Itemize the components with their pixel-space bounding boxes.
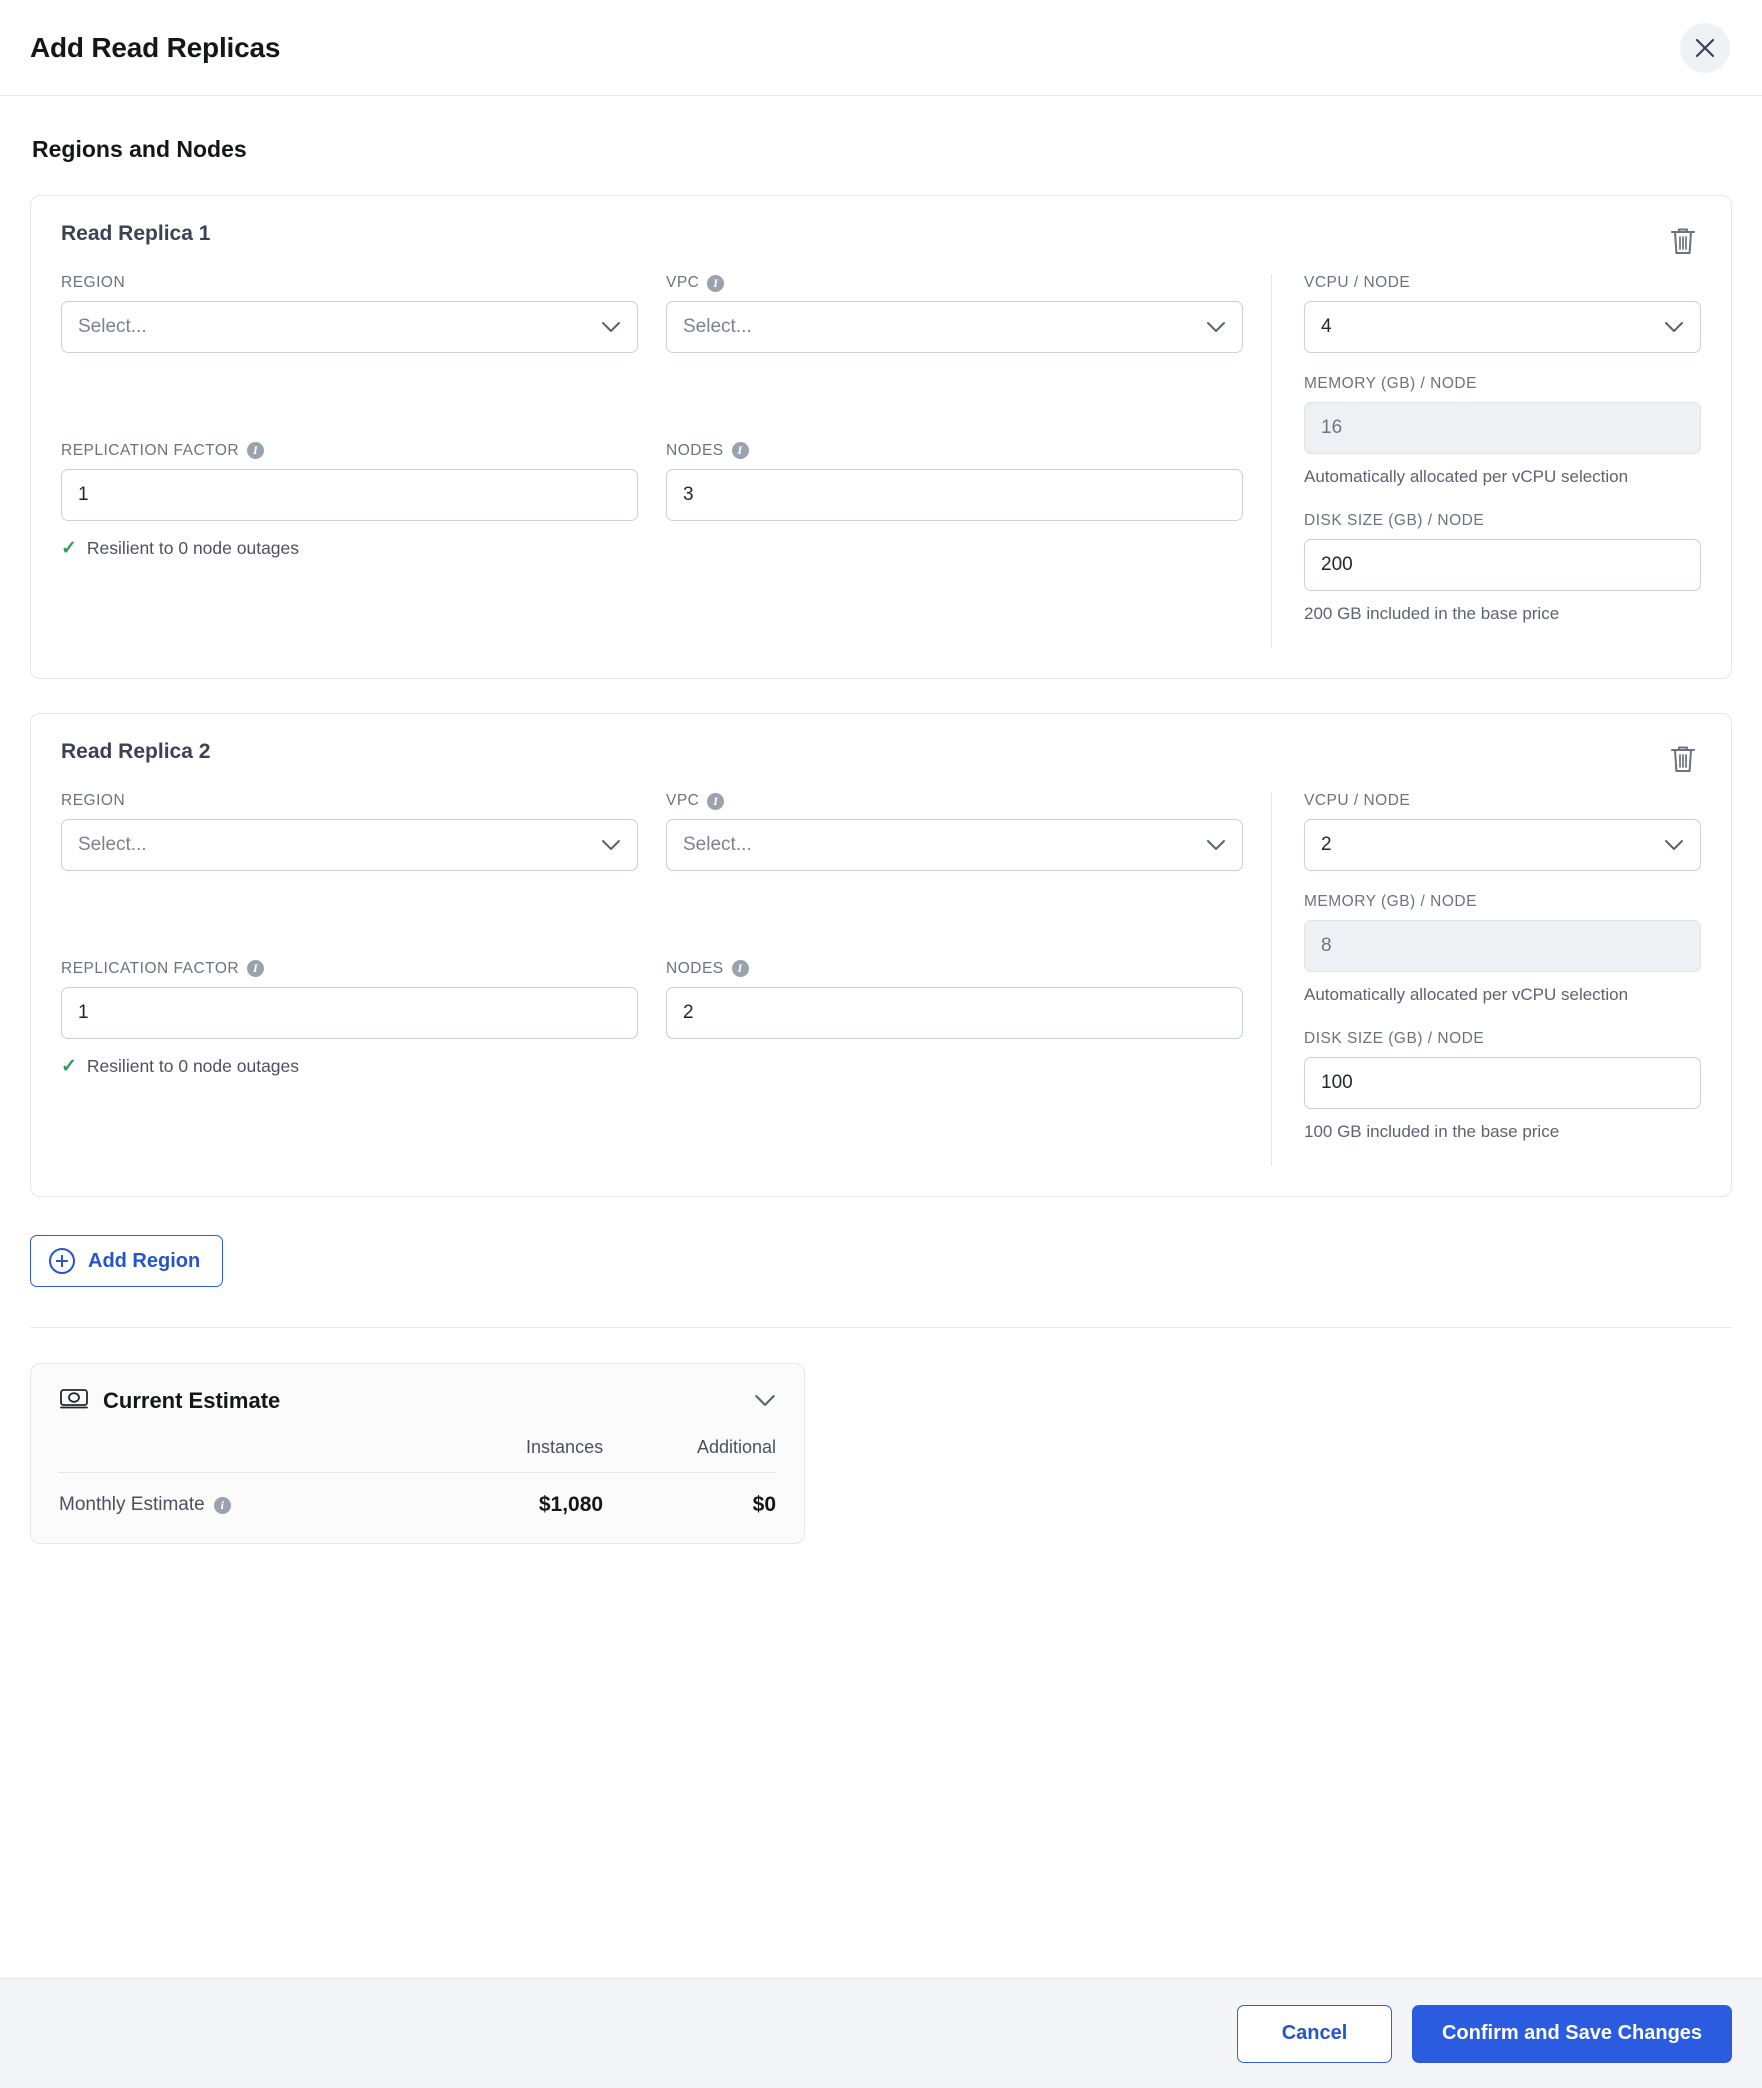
- replication-factor-input[interactable]: [61, 469, 638, 521]
- memory-field: [1304, 375, 1701, 490]
- replication-factor-value: 1: [78, 1001, 89, 1023]
- replica-card: [30, 713, 1732, 1197]
- divider: [30, 1327, 1732, 1328]
- info-icon[interactable]: I: [707, 793, 724, 810]
- region-field: [61, 792, 638, 938]
- region-select[interactable]: [61, 301, 638, 353]
- disk-size-value: 200: [1321, 553, 1353, 575]
- vcpu-select[interactable]: [1304, 819, 1701, 871]
- disk-size-input[interactable]: [1304, 1057, 1701, 1109]
- replica-header: [61, 740, 1701, 778]
- info-icon[interactable]: I: [732, 960, 749, 977]
- nodes-label-text: NODES: [666, 959, 724, 977]
- close-icon: [1694, 37, 1716, 59]
- money-icon: [59, 1386, 89, 1415]
- estimate-header-blank: [59, 1437, 435, 1473]
- close-button[interactable]: [1680, 23, 1730, 73]
- resilience-text: Resilient to 0 node outages: [86, 537, 300, 558]
- estimate-col-additional: Additional: [696, 1437, 776, 1457]
- estimate-col-instances: Instances: [526, 1437, 604, 1457]
- vpc-select[interactable]: [666, 301, 1243, 353]
- nodes-value: 3: [683, 483, 694, 505]
- memory-field: [1304, 893, 1701, 1008]
- cancel-button[interactable]: Cancel: [1237, 2005, 1392, 2063]
- vcpu-value: 2: [1321, 834, 1332, 855]
- memory-hint: Automatically allocated per vCPU selection: [1304, 985, 1629, 1004]
- vpc-field: [666, 792, 1243, 938]
- disk-size-input[interactable]: [1304, 539, 1701, 591]
- chevron-down-icon: [601, 839, 621, 851]
- trash-icon: [1669, 244, 1697, 259]
- plus-circle-icon: [49, 1248, 75, 1274]
- estimate-additional-value: $0: [603, 1473, 776, 1518]
- current-estimate-card: [30, 1363, 805, 1544]
- replication-factor-field: [61, 442, 638, 627]
- memory-value: 16: [1321, 417, 1343, 438]
- instance-config-column: [1271, 274, 1701, 648]
- replica-header: [61, 222, 1701, 260]
- estimate-header[interactable]: [59, 1386, 776, 1415]
- section-title: Regions and Nodes: [32, 136, 247, 162]
- disk-size-field: [1304, 512, 1701, 627]
- check-icon: ✓: [61, 537, 77, 559]
- resilience-status: [61, 1055, 638, 1078]
- resilience-status: [61, 537, 638, 560]
- memory-label: MEMORY (GB) / NODE: [1304, 375, 1477, 392]
- vpc-value: Select...: [683, 834, 752, 855]
- add-region-button[interactable]: [30, 1235, 223, 1287]
- modal-footer: [0, 1978, 1762, 2088]
- add-region-label: Add Region: [88, 1249, 201, 1272]
- memory-value: 8: [1321, 935, 1332, 956]
- replication-factor-label: [61, 442, 638, 460]
- info-icon[interactable]: I: [247, 442, 264, 459]
- memory-input: [1304, 402, 1701, 454]
- nodes-label-text: NODES: [666, 441, 724, 459]
- disk-size-label: DISK SIZE (GB) / NODE: [1304, 511, 1485, 529]
- disk-size-value: 100: [1321, 1071, 1353, 1093]
- replication-factor-input[interactable]: [61, 987, 638, 1039]
- vpc-value: Select...: [683, 316, 752, 337]
- instance-config-column: [1271, 792, 1701, 1166]
- region-value: Select...: [78, 316, 147, 337]
- nodes-label: [666, 960, 1243, 978]
- estimate-row-label: Monthly Estimate: [59, 1494, 205, 1515]
- replica-title: Read Replica 1: [61, 222, 211, 245]
- modal-body: [0, 96, 1762, 1978]
- page-title: Add Read Replicas: [30, 31, 281, 63]
- info-icon[interactable]: i: [214, 1497, 231, 1514]
- nodes-field: [666, 442, 1243, 627]
- vpc-select[interactable]: [666, 819, 1243, 871]
- delete-replica-button[interactable]: [1665, 740, 1701, 778]
- trash-icon: [1669, 762, 1697, 777]
- estimate-instances-value: $1,080: [435, 1473, 604, 1518]
- info-icon[interactable]: I: [732, 442, 749, 459]
- vpc-label-text: VPC: [666, 274, 700, 291]
- modal-header: [0, 0, 1762, 96]
- vcpu-value: 4: [1321, 316, 1332, 337]
- region-label: REGION: [61, 792, 126, 809]
- estimate-title: Current Estimate: [103, 1387, 281, 1413]
- chevron-down-icon: [1206, 839, 1226, 851]
- chevron-down-icon[interactable]: [754, 1394, 776, 1407]
- vpc-label-text: VPC: [666, 792, 700, 809]
- replication-factor-label-text: REPLICATION FACTOR: [61, 441, 240, 459]
- vcpu-select[interactable]: [1304, 301, 1701, 353]
- info-icon[interactable]: I: [707, 275, 724, 292]
- replication-factor-label-text: REPLICATION FACTOR: [61, 959, 240, 977]
- disk-size-field: [1304, 1030, 1701, 1145]
- region-field: [61, 274, 638, 420]
- vcpu-field: [1304, 274, 1701, 353]
- nodes-value: 2: [683, 1001, 694, 1023]
- vcpu-field: [1304, 792, 1701, 871]
- resilience-text: Resilient to 0 node outages: [86, 1055, 300, 1076]
- vpc-field: [666, 274, 1243, 420]
- disk-size-hint: 200 GB included in the base price: [1304, 603, 1560, 623]
- vcpu-label: VCPU / NODE: [1304, 274, 1411, 291]
- memory-label: MEMORY (GB) / NODE: [1304, 893, 1477, 910]
- check-icon: ✓: [61, 1055, 77, 1077]
- nodes-input[interactable]: [666, 987, 1243, 1039]
- estimate-header-row: [59, 1437, 776, 1473]
- vpc-label: [666, 792, 1243, 810]
- estimate-row-label-cell: [59, 1473, 435, 1518]
- replica-card: [30, 195, 1732, 679]
- delete-replica-button[interactable]: [1665, 222, 1701, 260]
- disk-size-hint: 100 GB included in the base price: [1304, 1121, 1560, 1141]
- confirm-and-save-button[interactable]: Confirm and Save Changes: [1412, 2005, 1732, 2063]
- region-label: REGION: [61, 274, 126, 291]
- replica-title: Read Replica 2: [61, 740, 211, 763]
- vpc-label: [666, 274, 1243, 292]
- replication-factor-value: 1: [78, 483, 89, 505]
- table-row: [59, 1473, 776, 1518]
- nodes-field: [666, 960, 1243, 1145]
- estimate-table: [59, 1437, 776, 1517]
- memory-hint: Automatically allocated per vCPU selection: [1304, 467, 1629, 486]
- nodes-input[interactable]: [666, 469, 1243, 521]
- replication-factor-field: [61, 960, 638, 1145]
- chevron-down-icon: [601, 321, 621, 333]
- nodes-label: [666, 442, 1243, 460]
- chevron-down-icon: [1664, 839, 1684, 851]
- region-select[interactable]: [61, 819, 638, 871]
- chevron-down-icon: [1206, 321, 1226, 333]
- replication-factor-label: [61, 960, 638, 978]
- disk-size-label: DISK SIZE (GB) / NODE: [1304, 1029, 1485, 1047]
- info-icon[interactable]: I: [247, 960, 264, 977]
- region-value: Select...: [78, 834, 147, 855]
- vcpu-label: VCPU / NODE: [1304, 792, 1411, 809]
- memory-input: [1304, 920, 1701, 972]
- chevron-down-icon: [1664, 321, 1684, 333]
